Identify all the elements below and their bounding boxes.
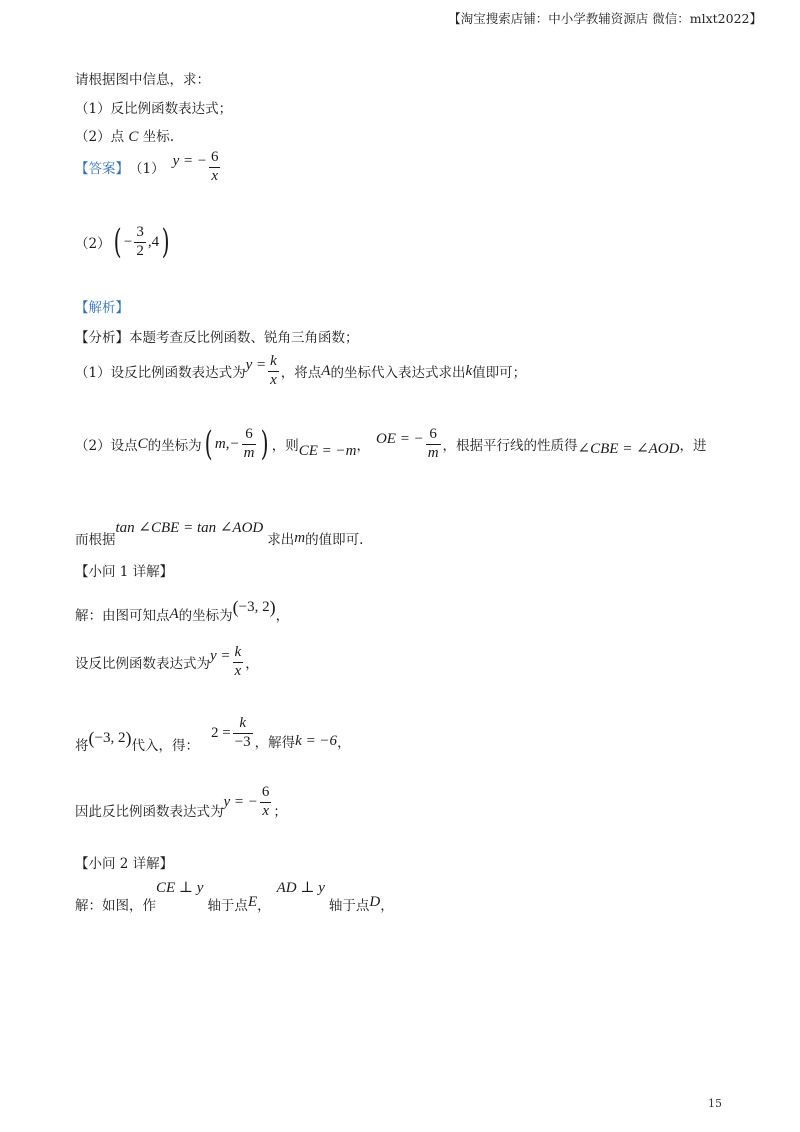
detail-2-line-1	[75, 878, 394, 914]
detail-1-l4-end: ；	[273, 804, 287, 820]
analysis-p3-end: 的值即可.	[305, 532, 364, 548]
detail-2-l1-comma: ，	[257, 898, 271, 914]
analysis-p3-var: m	[294, 529, 306, 546]
detail-1-line-4	[75, 784, 287, 820]
detail-1-l4-lhs: y = −	[223, 793, 258, 810]
detail-1-l2-num: k	[234, 644, 242, 660]
answer-2	[75, 222, 172, 263]
question-2-suffix: 坐标.	[142, 129, 174, 145]
analysis-p1-fraction	[268, 354, 279, 389]
analysis-p3-tan: tan ∠CBE = tan ∠AOD	[115, 519, 264, 536]
detail-1-l2-prefix: 设反比例函数表达式为	[75, 656, 210, 673]
detail-1-l4-num: 6	[261, 783, 270, 800]
analysis-p2-oe-fraction	[426, 427, 441, 462]
intro-text: 请根据图中信息，求：	[75, 72, 210, 88]
question-2	[75, 125, 174, 146]
analysis-label: 【解析】	[75, 300, 129, 316]
detail-1-l3-lhs: 2 =	[210, 724, 231, 741]
analysis-p2-oe-num: 6	[429, 426, 437, 442]
page-header: 【淘宝搜索店铺：中小学教辅资源店 微信：mlxt2022】	[448, 11, 762, 26]
left-paren-icon: (	[232, 596, 239, 617]
answer-1-lhs: y = −	[172, 152, 207, 169]
analysis-part-3	[75, 506, 363, 548]
analysis-p2-prefix: （2）设点	[75, 438, 138, 455]
left-paren-icon: (	[204, 424, 213, 465]
question-2-prefix: （2）点	[75, 129, 125, 145]
detail-1-l4-fraction	[260, 785, 272, 820]
detail-1-l1-mid: 的坐标为	[178, 608, 233, 624]
detail-2-l1-end: ，	[380, 898, 394, 914]
analysis-p1-var-k: k	[465, 362, 473, 379]
detail-1-l1-end: ，	[275, 608, 290, 624]
answer-1	[75, 150, 223, 185]
detail-1-l2-den: x	[234, 662, 242, 679]
answer-2-num: 3	[136, 224, 144, 240]
answer-1-fraction	[209, 150, 221, 185]
detail-2-l1-ce: CE ⊥ y	[156, 880, 204, 896]
detail-2-l1-d: D	[369, 894, 381, 910]
analysis-p2-then: ，则	[271, 438, 299, 455]
right-paren-icon: )	[261, 424, 270, 465]
analysis-part-2	[75, 424, 707, 465]
detail-1-l2-lhs: y =	[210, 647, 231, 664]
answer-label: 【答案】	[75, 161, 129, 178]
detail-1-l3-end: ，	[337, 735, 351, 751]
answer-2-prefix: （2）	[75, 236, 111, 253]
analysis-p2-oe: OE = −	[375, 430, 424, 447]
answer-2-den: 2	[136, 242, 144, 259]
left-paren-icon: (	[113, 222, 122, 263]
analysis-p1-den: x	[270, 371, 277, 388]
detail-1-l3-result: k = −6	[295, 732, 338, 749]
detail-1-l3-den: −3	[234, 733, 251, 750]
detail-1-l3-mid: 代入，得：	[131, 738, 199, 754]
question-1: （1）反比例函数表达式；	[75, 101, 233, 117]
detail-1-l3-prefix: 将	[75, 738, 89, 754]
analysis-p1-mid: ，将点	[280, 365, 322, 382]
analysis-p1-num: k	[270, 353, 277, 369]
right-paren-icon: )	[125, 727, 132, 748]
answer-1-den: x	[211, 167, 219, 184]
question-2-var: C	[128, 129, 139, 145]
analysis-p1-end: 值即可；	[472, 365, 527, 382]
analysis-p2-fraction	[242, 427, 257, 462]
analysis-p2-den: m	[243, 444, 255, 461]
detail-1-l4-prefix: 因此反比例函数表达式为	[75, 804, 224, 820]
page-number: 15	[708, 1097, 722, 1110]
analysis-summary: 【分析】本题考查反比例函数、锐角三角函数；	[75, 330, 359, 346]
detail-1-line-3	[75, 712, 351, 754]
analysis-p1-mid2: 的坐标代入表达式求出	[330, 365, 466, 382]
detail-2-label: 【小问 2 详解】	[75, 856, 174, 872]
detail-1-line-1	[75, 590, 289, 624]
analysis-p2-oe-den: m	[427, 444, 439, 461]
detail-1-l3-solve: ，解得	[254, 735, 296, 751]
detail-1-l1-coord: −3, 2	[238, 598, 270, 615]
analysis-p1-lhs: y =	[245, 356, 267, 373]
detail-2-l1-mid2: 轴于点	[328, 898, 370, 914]
detail-2-l1-ad: AD ⊥ y	[276, 880, 325, 896]
answer-2-neg: −	[123, 233, 133, 250]
answer-2-fraction	[134, 225, 146, 260]
right-paren-icon: )	[161, 222, 170, 263]
left-paren-icon: (	[88, 727, 95, 748]
detail-1-l3-fraction	[233, 716, 253, 751]
right-paren-icon: )	[269, 596, 276, 617]
detail-1-l4-den: x	[262, 802, 269, 819]
detail-1-label: 【小问 1 详解】	[75, 564, 174, 580]
answer-1-num: 6	[211, 149, 219, 165]
analysis-p2-num: 6	[245, 426, 253, 442]
analysis-p1-prefix: （1）设反比例函数表达式为	[75, 365, 246, 382]
detail-1-l1-var: A	[169, 605, 179, 622]
analysis-p2-angle: ∠CBE = ∠AOD	[577, 440, 680, 457]
analysis-p1-var-a: A	[321, 362, 331, 379]
analysis-p2-ce: CE = −m	[298, 442, 357, 459]
answer-1-prefix: （1）	[129, 161, 165, 178]
detail-1-l2-fraction	[233, 645, 244, 680]
analysis-p2-jin: ，进	[679, 438, 707, 455]
analysis-p2-mid: 的坐标为	[147, 438, 202, 455]
detail-1-l3-coord: −3, 2	[94, 729, 126, 746]
analysis-p2-var-c: C	[137, 435, 148, 452]
detail-1-l3-num: k	[239, 714, 246, 731]
analysis-p3-mid: 求出	[267, 532, 295, 548]
detail-1-l1-prefix: 解：由图可知点	[75, 608, 170, 624]
analysis-p3-prefix: 而根据	[75, 532, 116, 548]
analysis-p2-comma: ，	[356, 438, 370, 455]
analysis-p2-m: m,−	[214, 435, 240, 452]
detail-1-line-2	[75, 645, 259, 680]
answer-2-tail: ,4	[147, 233, 160, 250]
detail-2-l1-prefix: 解：如图，作	[75, 898, 156, 914]
detail-2-l1-e: E	[247, 894, 258, 910]
detail-1-l2-end: ，	[245, 656, 259, 673]
detail-2-l1-mid: 轴于点	[207, 898, 248, 914]
analysis-p2-prop: ，根据平行线的性质得	[442, 438, 578, 455]
analysis-part-1	[75, 354, 526, 389]
